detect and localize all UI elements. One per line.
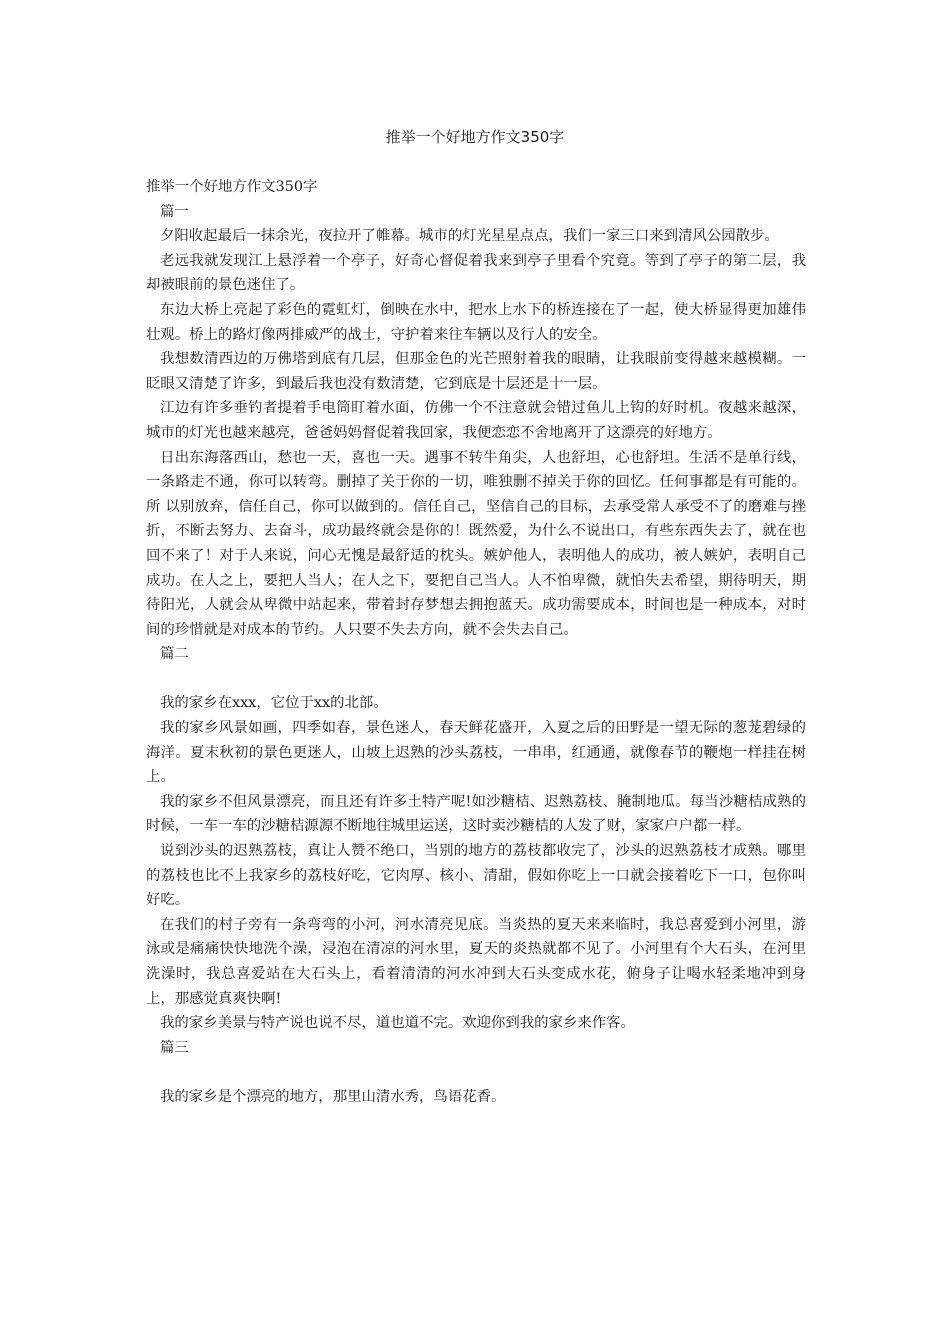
blank-line — [146, 1060, 806, 1085]
document-body — [146, 175, 806, 1110]
paragraph: 我的家乡美景与特产说也说不尽，道也道不完。欢迎你到我的家乡来作客。 — [160, 1015, 635, 1032]
paragraph: 说到沙头的迟熟荔枝，真让人赞不绝口，当别的地方的荔枝都收完了，沙头的迟熟荔枝才成熟。哪里的荔枝也比不上我家乡的荔枝好吃，它肉厚、核小、清甜，假如你吃上一口就会接着吃下一口，包你叫好吃。 — [146, 843, 806, 909]
paragraph: 在我们的村子旁有一条弯弯的小河，河水清亮见底。当炎热的夏天来来临时，我总喜爱到小河里，游泳或是痛痛快快地洗个澡，浸泡在清凉的河水里，夏天的炎热就都不见了。小河里有个大石头，在河里洗澡时，我总喜爱站在大石头上，看着清清的河水冲到大石头变成水花，俯身子让喝水轻柔地冲到身上，那感觉真爽快啊! — [146, 916, 806, 1007]
paragraph: 江边有许多垂钓者提着手电筒盯着水面，仿佛一个不注意就会错过鱼儿上钩的好时机。夜越来越深，城市的灯光也越来越亮，爸爸妈妈督促着我回家，我便恋恋不舍地离开了这漂亮的好地方。 — [146, 400, 806, 441]
document-subtitle: 推举一个好地方作文350字 — [146, 179, 318, 195]
section-heading-3: 篇三 — [160, 1039, 189, 1056]
section-heading-2: 篇二 — [160, 646, 189, 663]
paragraph: 老远我就发现江上悬浮着一个亭子，好奇心督促着我来到亭子里看个究竟。等到了亭子的第二层，我却被眼前的景色迷住了。 — [146, 252, 806, 294]
paragraph: 东边大桥上亮起了彩色的霓虹灯，倒映在水中，把水上水下的桥连接在了一起，使大桥显得更加雄伟壮观。桥上的路灯像两排威严的战士，守护着来往车辆以及行人的安全。 — [146, 301, 806, 343]
paragraph: 我的家乡是个漂亮的地方，那里山清水秀，鸟语花香。 — [160, 1088, 506, 1105]
paragraph: 我想数清西边的万佛塔到底有几层，但那金色的光芒照射着我的眼睛，让我眼前变得越来越模糊。一眨眼又清楚了许多，到最后我也没有数清楚，它到底是十层还是十一层。 — [146, 351, 806, 392]
paragraph: 我的家乡风景如画，四季如春，景色迷人，春天鲜花盛开，入夏之后的田野是一望无际的葱茏碧绿的海洋。夏末秋初的景色更迷人，山坡上迟熟的沙头荔枝，一串串，红通通，就像春节的鞭炮一样挂在树上。 — [146, 720, 806, 786]
blank-line — [146, 667, 806, 692]
paragraph: 我的家乡在xxx，它位于xx的北部。 — [160, 695, 388, 712]
paragraph: 夕阳收起最后一抹余光，夜拉开了帷幕。城市的灯光星星点点，我们一家三口来到清风公园散步。 — [160, 228, 779, 245]
paragraph: 日出东海落西山，愁也一天，喜也一天。遇事不转牛角尖，人也舒坦，心也舒坦。生活不是单行线，一条路走不通，你可以转弯。删掉了关于你的一切，唯独删不掉关于你的回忆。任何事都是有可能的。所 以别放弃，信任自己，你可以做到的。信任自己，坚信自己的目标，去承受常人承受不了的磨难与挫折，不断去努力、去奋斗，成功最终就会是你的！既然爱，为什么不说出口，有些东西失去了，就在也回不来了！对于人来说，问心无愧是最舒适的枕头。嫉妒他人，表明他人的成功，被人嫉妒，表明自己成功。在人之上，要把人当人；在人之下，要把自己当人。人不怕卑微，就怕失去希望，期待明天，期待阳光，人就会从卑微中站起来，带着封存梦想去拥抱蓝天。成功需要成本，时间也是一种成本，对时间的珍惜就是对成本的节约。人只要不失去方向，就不会失去自己。 — [146, 449, 806, 638]
page-title: 推举一个好地方作文350字 — [385, 128, 565, 146]
section-heading-1: 篇一 — [160, 203, 189, 220]
paragraph: 我的家乡不但风景漂亮，而且还有许多土特产呢!如沙糖桔、迟熟荔枝、腌制地瓜。每当沙糖桔成熟的时候，一车一车的沙糖桔源源不断地往城里运送，这时卖沙糖桔的人发了财，家家户户都一样。 — [146, 793, 806, 835]
